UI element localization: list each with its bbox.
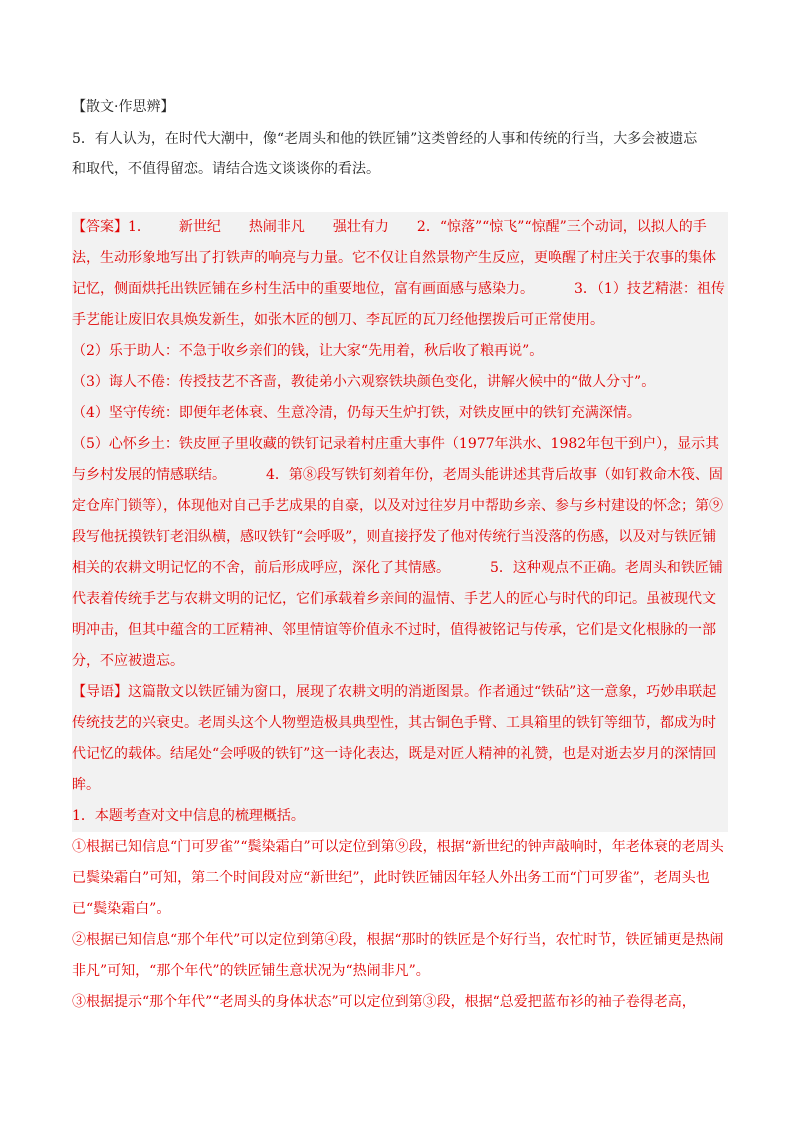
answer-1-item-2: 热闹非凡 (248, 219, 305, 235)
guide-tag: 【导语】 (72, 684, 128, 700)
question-line-2: 和取代，不值得留恋。请结合选文谈谈你的看法。 (72, 161, 380, 177)
section-heading (72, 92, 732, 122)
answer-5: 5．这种观点不正确。老周头和铁匠铺代表着传统手艺与农耕文明的记忆，它们承载着乡亲间的温情、手艺人的匠心与时代的印记。虽被现代文明冲击，但其中蕴含的工匠精神、邻里情谊等价值永不过时，值得被铭记与传承，它们是文化根脉的一部分，不应被遗忘。 (72, 560, 723, 669)
explanation-title: 1．本题考查对文中信息的梳理概括。 (72, 808, 305, 824)
guide-text: 这篇散文以铁匠铺为窗口，展现了农耕文明的消逝图景。作者通过“铁砧”这一意象，巧妙串联起传统技艺的兴衰史。老周头这个人物塑造极具典型性，其古铜色手臂、工具箱里的铁钉等细节，都成为时代记忆的载体。结尾处“会呼吸的铁钉”这一诗化表达，既是对匠人精神的礼赞，也是对逝去岁月的深情回眸。 (72, 684, 717, 793)
answer-3-point-5: （5）心怀乡土：铁皮匣子里收藏的铁钉记录着村庄重大事件（1977年洪水、1982年包干到户），显示其与乡村发展的情感联结。 (72, 436, 720, 483)
explanation-1: ①根据已知信息“门可罗雀”“鬓染霜白”可以定位到第⑨段，根据“新世纪的钟声敲响时，年老体衰的老周头已鬓染霜白”可知，第二个时间段对应“新世纪”，此时铁匠铺因年轻人外出务工而“门可罗雀”，老周头也已“鬓染霜白”。 (72, 832, 728, 925)
answer-3-point-2: （2）乐于助人：不急于收乡亲们的钱，让大家“先用着，秋后收了粮再说”。 (72, 343, 544, 359)
answer-block (72, 212, 728, 1018)
answer-1-item-1: 新世纪 (178, 219, 221, 235)
answer-4: 4．第⑧段写铁钉刻着年份，老周头能讲述其背后故事（如钉救命木筏、固定仓库门锁等），体现他对自己手艺成果的自豪，以及对过往岁月中帮助乡亲、参与乡村建设的怀念；第⑨段写他抚摸铁钉老泪纵横，感叹铁钉“会呼吸”，则直接抒发了他对传统行当没落的伤感，以及对与铁匠铺相关的农耕文明记忆的不舍，前后形成呼应，深化了其情感。 (72, 467, 723, 576)
answer-3-point-5-and-more (72, 429, 728, 677)
explanation-2: ②根据已知信息“那个年代”可以定位到第④段，根据“那时的铁匠是个好行当，农忙时节，铁匠铺更是热闹非凡”可知，“那个年代”的铁匠铺生意状况为“热闹非凡”。 (72, 925, 728, 987)
answer-tag: 【答案】 (72, 219, 128, 235)
section-tag: 【散文·作思辨】 (72, 99, 175, 115)
answer-2: 2．“惊落”“惊飞”“惊醒”三个动词，以拟人的手法，生动形象地写出了打铁声的响亮与力量。它不仅让自然景物产生反应，更唤醒了村庄关于农事的集体记忆，侧面烘托出铁匠铺在乡村生活中的重要地位，富有画面感与感染力。 (72, 219, 716, 297)
answer-3-point-4: （4）坚守传统：即便年老体衰、生意冷清，仍每天生炉打铁，对铁皮匣中的铁钉充满深情。 (72, 405, 641, 421)
answer-3-intro: 3．（1）技艺精湛：祖传手艺能让废旧农具焕发新生，如张木匠的刨刀、李瓦匠的瓦刀经他摆拨后可正常使用。 (72, 281, 725, 328)
answer-3-point-3: （3）诲人不倦：传授技艺不吝啬，教徒弟小六观察铁块颜色变化，讲解火候中的“做人分寸”。 (72, 374, 656, 390)
explanation-3: ③根据提示“那个年代”“老周头的身体状态”可以定位到第③段，根据“总爱把蓝布衫的袖子卷得老高， (72, 987, 728, 1018)
answer-main-paragraph (72, 212, 728, 336)
question-5 (72, 124, 732, 184)
answer-1-item-3: 强壮有力 (332, 219, 389, 235)
guide-paragraph (72, 677, 728, 801)
question-line-1: 5．有人认为，在时代大潮中，像“老周头和他的铁匠铺”这类曾经的人事和传统的行当，大多会被遗忘 (72, 131, 698, 147)
answer-1-number: 1． (128, 219, 151, 235)
